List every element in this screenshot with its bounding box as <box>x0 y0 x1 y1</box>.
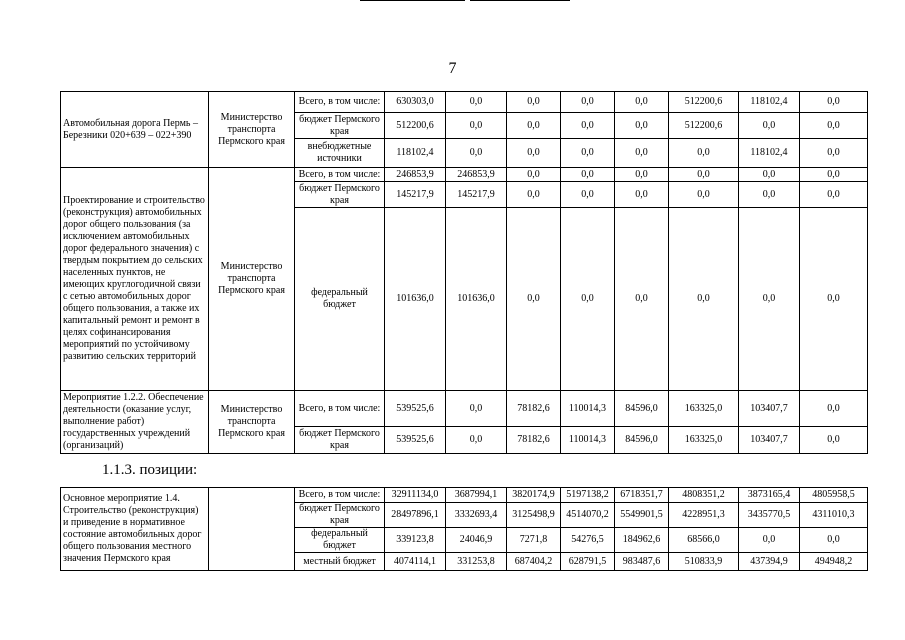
amount-cell: 0,0 <box>561 208 615 391</box>
responsible-cell: Министерство транспорта Пермского края <box>209 168 295 391</box>
amount-cell: 539525,6 <box>385 427 446 454</box>
responsible-cell: Министерство транспорта Пермского края <box>209 92 295 168</box>
amount-cell: 145217,9 <box>446 182 507 208</box>
program-table-1 <box>60 91 868 454</box>
amount-cell: 0,0 <box>800 139 868 168</box>
amount-cell: 5549901,5 <box>615 503 669 528</box>
amount-cell: 687404,2 <box>507 553 561 571</box>
amount-cell: 4514070,2 <box>561 503 615 528</box>
amount-cell: 84596,0 <box>615 427 669 454</box>
measure-name-cell: Автомобильная дорога Пермь – Березники 020+639 – 022+390 <box>61 92 209 168</box>
amount-cell: 3873165,4 <box>739 488 800 503</box>
amount-cell: 110014,3 <box>561 427 615 454</box>
amount-cell: 0,0 <box>800 208 868 391</box>
amount-cell: 630303,0 <box>385 92 446 113</box>
amount-cell: 101636,0 <box>446 208 507 391</box>
amount-cell: 4805958,5 <box>800 488 868 503</box>
amount-cell: 0,0 <box>739 113 800 139</box>
table-row <box>61 92 868 113</box>
amount-cell: 0,0 <box>800 182 868 208</box>
amount-cell: 163325,0 <box>669 427 739 454</box>
funding-source-cell: бюджет Пермского края <box>295 427 385 454</box>
top-rule-right <box>470 0 570 1</box>
amount-cell: 84596,0 <box>615 391 669 427</box>
amount-cell: 7271,8 <box>507 528 561 553</box>
amount-cell: 184962,6 <box>615 528 669 553</box>
measure-name-cell: Мероприятие 1.2.2. Обеспечение деятельности (оказание услуг, выполнение работ) государственных учреждений (организаций) <box>61 391 209 454</box>
amount-cell: 3820174,9 <box>507 488 561 503</box>
amount-cell: 0,0 <box>561 139 615 168</box>
table-row <box>61 168 868 182</box>
amount-cell: 512200,6 <box>669 113 739 139</box>
funding-source-cell: бюджет Пермского края <box>295 182 385 208</box>
amount-cell: 539525,6 <box>385 391 446 427</box>
amount-cell: 983487,6 <box>615 553 669 571</box>
program-table-2 <box>60 487 868 571</box>
amount-cell: 0,0 <box>561 113 615 139</box>
amount-cell: 103407,7 <box>739 391 800 427</box>
amount-cell: 0,0 <box>739 208 800 391</box>
amount-cell: 3435770,5 <box>739 503 800 528</box>
table-row <box>61 488 868 503</box>
measure-name-cell: Проектирование и строительство (реконструкция) автомобильных дорог общего пользования (за исключением автомобильных дорог федерального значения) с твердым покрытием до сельских населенных пунктов, не имеющих круглогодичной связи с сетью автомобильных дорог общего пользования, а также их капитальный ремонт и ремонт в целях софинансирования мероприятий по устойчивому развитию сельских территорий <box>61 168 209 391</box>
amount-cell: 103407,7 <box>739 427 800 454</box>
amount-cell: 145217,9 <box>385 182 446 208</box>
amount-cell: 0,0 <box>446 427 507 454</box>
amount-cell: 3332693,4 <box>446 503 507 528</box>
amount-cell: 3125498,9 <box>507 503 561 528</box>
amount-cell: 0,0 <box>615 182 669 208</box>
amount-cell: 331253,8 <box>446 553 507 571</box>
amount-cell: 32911134,0 <box>385 488 446 503</box>
amount-cell: 118102,4 <box>739 92 800 113</box>
amount-cell: 28497896,1 <box>385 503 446 528</box>
amount-cell: 0,0 <box>800 113 868 139</box>
amount-cell: 0,0 <box>507 92 561 113</box>
amount-cell: 5197138,2 <box>561 488 615 503</box>
funding-source-cell: федеральный бюджет <box>295 208 385 391</box>
amount-cell: 110014,3 <box>561 391 615 427</box>
amount-cell: 118102,4 <box>739 139 800 168</box>
amount-cell: 4228951,3 <box>669 503 739 528</box>
amount-cell: 246853,9 <box>446 168 507 182</box>
amount-cell: 512200,6 <box>385 113 446 139</box>
amount-cell: 0,0 <box>615 168 669 182</box>
amount-cell: 0,0 <box>507 182 561 208</box>
section-heading: 1.1.3. позиции: <box>102 462 198 478</box>
amount-cell: 0,0 <box>669 168 739 182</box>
amount-cell: 101636,0 <box>385 208 446 391</box>
funding-source-cell: бюджет Пермского края <box>295 113 385 139</box>
amount-cell: 0,0 <box>615 92 669 113</box>
amount-cell: 0,0 <box>800 391 868 427</box>
responsible-cell: Министерство транспорта Пермского края <box>209 391 295 454</box>
amount-cell: 54276,5 <box>561 528 615 553</box>
amount-cell: 437394,9 <box>739 553 800 571</box>
amount-cell: 0,0 <box>669 139 739 168</box>
amount-cell: 0,0 <box>669 182 739 208</box>
top-rule-left <box>360 0 465 1</box>
amount-cell: 6718351,7 <box>615 488 669 503</box>
funding-source-cell: местный бюджет <box>295 553 385 571</box>
amount-cell: 4074114,1 <box>385 553 446 571</box>
amount-cell: 628791,5 <box>561 553 615 571</box>
funding-source-cell: Всего, в том числе: <box>295 391 385 427</box>
amount-cell: 0,0 <box>800 427 868 454</box>
amount-cell: 0,0 <box>446 391 507 427</box>
amount-cell: 163325,0 <box>669 391 739 427</box>
amount-cell: 0,0 <box>739 528 800 553</box>
amount-cell: 0,0 <box>669 208 739 391</box>
amount-cell: 0,0 <box>615 139 669 168</box>
amount-cell: 0,0 <box>739 168 800 182</box>
amount-cell: 4311010,3 <box>800 503 868 528</box>
amount-cell: 246853,9 <box>385 168 446 182</box>
amount-cell: 68566,0 <box>669 528 739 553</box>
amount-cell: 0,0 <box>507 168 561 182</box>
funding-source-cell: федеральный бюджет <box>295 528 385 553</box>
amount-cell: 0,0 <box>446 113 507 139</box>
amount-cell: 0,0 <box>561 182 615 208</box>
amount-cell: 3687994,1 <box>446 488 507 503</box>
amount-cell: 0,0 <box>800 92 868 113</box>
amount-cell: 0,0 <box>615 208 669 391</box>
amount-cell: 512200,6 <box>669 92 739 113</box>
funding-source-cell: внебюджетные источники <box>295 139 385 168</box>
funding-source-cell: Всего, в том числе: <box>295 168 385 182</box>
amount-cell: 510833,9 <box>669 553 739 571</box>
page-number: 7 <box>448 60 457 77</box>
amount-cell: 0,0 <box>561 168 615 182</box>
funding-source-cell: Всего, в том числе: <box>295 488 385 503</box>
table-row <box>61 391 868 427</box>
measure-name-cell: Основное мероприятие 1.4. Строительство (реконструкция) и приведение в нормативное состояние автомобильных дорог общего пользования местного значения Пермского края <box>61 488 209 571</box>
amount-cell: 0,0 <box>507 113 561 139</box>
amount-cell: 0,0 <box>507 139 561 168</box>
amount-cell: 0,0 <box>800 528 868 553</box>
amount-cell: 0,0 <box>561 92 615 113</box>
amount-cell: 0,0 <box>800 168 868 182</box>
amount-cell: 78182,6 <box>507 391 561 427</box>
amount-cell: 4808351,2 <box>669 488 739 503</box>
amount-cell: 0,0 <box>446 139 507 168</box>
amount-cell: 0,0 <box>739 182 800 208</box>
amount-cell: 0,0 <box>507 208 561 391</box>
responsible-cell <box>209 488 295 571</box>
amount-cell: 0,0 <box>446 92 507 113</box>
amount-cell: 24046,9 <box>446 528 507 553</box>
amount-cell: 339123,8 <box>385 528 446 553</box>
amount-cell: 0,0 <box>615 113 669 139</box>
amount-cell: 118102,4 <box>385 139 446 168</box>
amount-cell: 78182,6 <box>507 427 561 454</box>
amount-cell: 494948,2 <box>800 553 868 571</box>
funding-source-cell: бюджет Пермского края <box>295 503 385 528</box>
funding-source-cell: Всего, в том числе: <box>295 92 385 113</box>
